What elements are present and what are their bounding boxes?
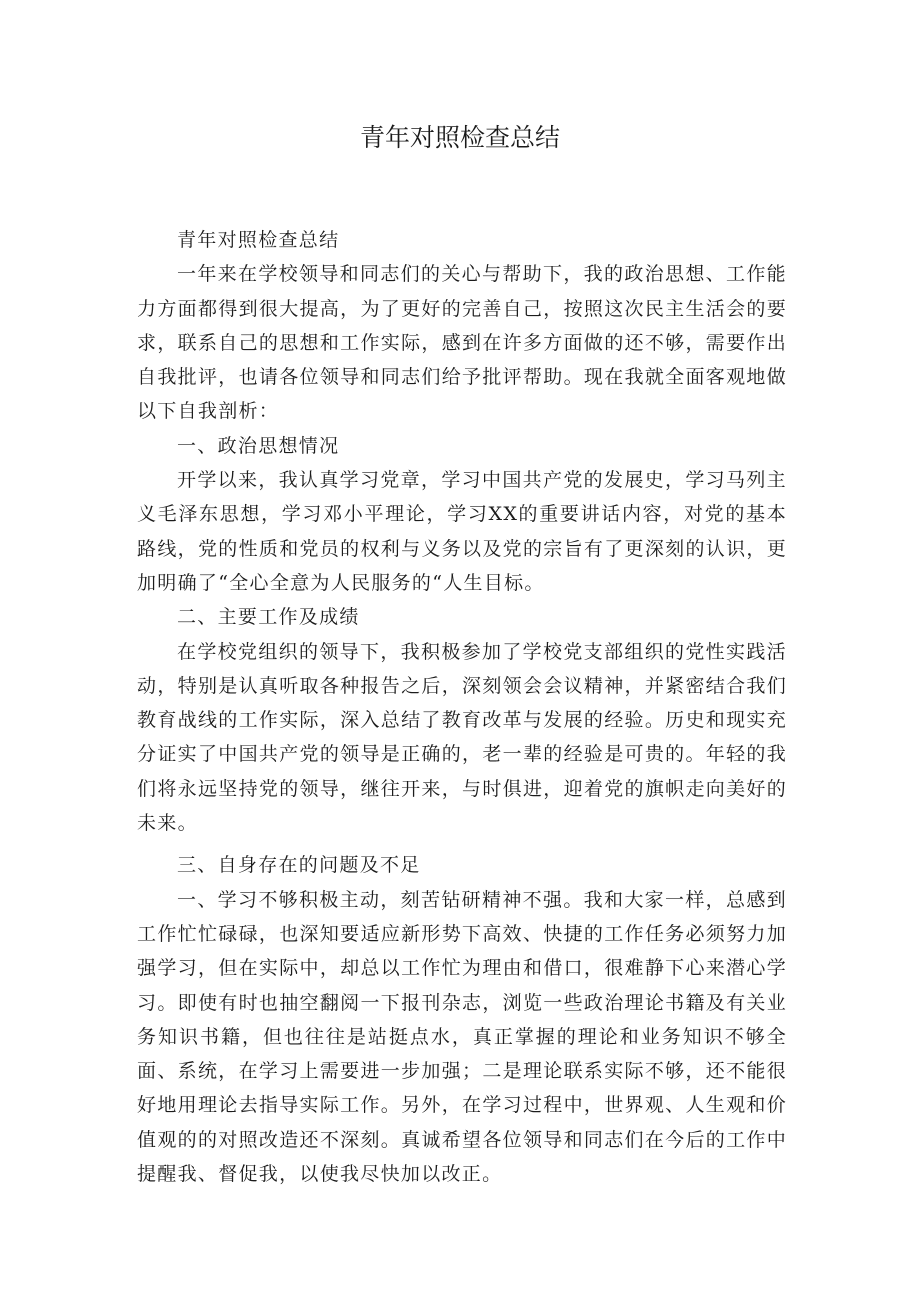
paragraph-subtitle: 青年对照检查总结 bbox=[177, 229, 340, 251]
paragraph-work: 在学校党组织的领导下，我积极参加了学校党支部组织的党性实践活动，特别是认真听取各种报告之后，深刻领会会议精神，并紧密结合我们教育战线的工作实际，深入总结了教育改革与发展的经验。历史和现实充分证实了中国共产党的领导是正确的，老一辈的经验是可贵的。年轻的我们将永远坚持党的领导，继往开来，与时俱进，迎着党的旗帜走向美好的未来。 bbox=[137, 640, 787, 835]
paragraph-problems: 一、学习不够积极主动，刻苦钻研精神不强。我和大家一样，总感到工作忙忙碌碌，也深知要适应新形势下高效、快捷的工作任务必须努力加强学习，但在实际中，却总以工作忙为理由和借口，很难静下心来潜心学习。即使有时也抽空翻阅一下报刊杂志，浏览一些政治理论书籍及有关业务知识书籍，但也往往是站挺点水，真正掌握的理论和业务知识不够全面、系统，在学习上需要进一步加强；二是理论联系实际不够，还不能很好地用理论去指导实际工作。另外，在学习过程中，世界观、人生观和价值观的的对照改造还不深刻。真诚希望各位领导和同志们在今后的工作中提醒我、督促我，以使我尽快加以改正。 bbox=[137, 888, 787, 1186]
section-heading-political: 一、政治思想情况 bbox=[177, 434, 340, 457]
document-title: 青年对照检查总结 bbox=[359, 123, 560, 152]
section-heading-problems: 三、自身存在的问题及不足 bbox=[177, 854, 421, 877]
document-body bbox=[137, 223, 787, 1191]
section-heading-work: 二、主要工作及成绩 bbox=[177, 606, 360, 629]
paragraph-political: 开学以来，我认真学习党章，学习中国共产党的发展史，学习马列主义毛泽东思想，学习邓小平理论，学习XX的重要讲话内容，对党的基本路线，党的性质和党员的权利与义务以及党的宗旨有了更深刻的认识，更加明确了“全心全意为人民服务的“人生目标。 bbox=[137, 469, 787, 594]
paragraph-intro: 一年来在学校领导和同志们的关心与帮助下，我的政治思想、工作能力方面都得到很大提高，为了更好的完善自己，按照这次民主生活会的要求，联系自己的思想和工作实际，感到在许多方面做的还不够，需要作出自我批评，也请各位领导和同志们给予批评帮助。现在我就全面客观地做以下自我剖析： bbox=[137, 263, 787, 423]
